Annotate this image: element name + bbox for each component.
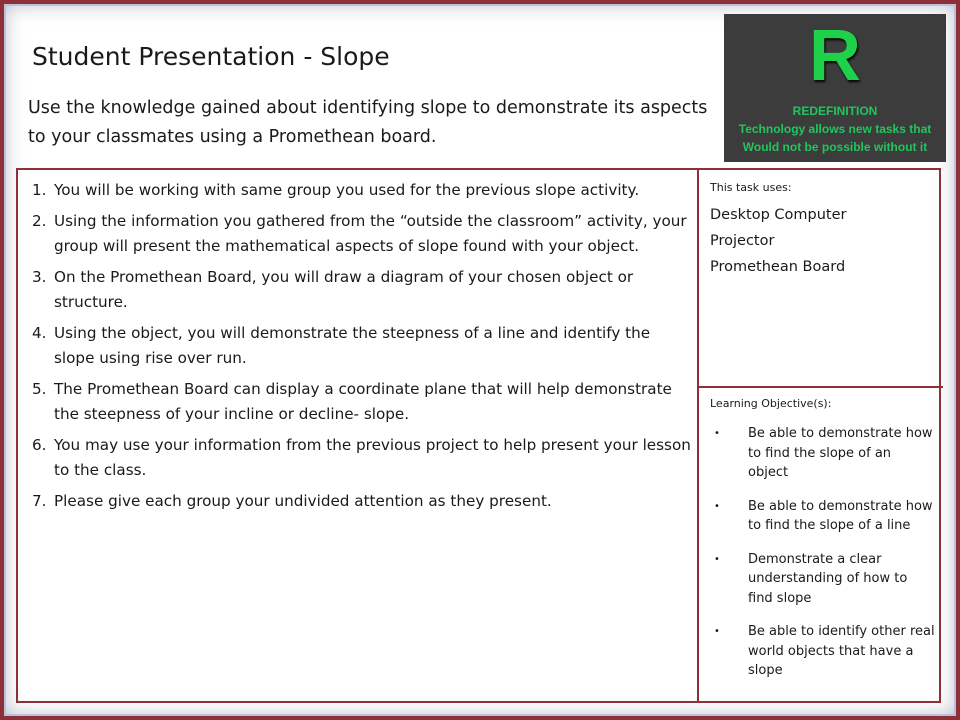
- list-item: 3. On the Promethean Board, you will draw a diagram of your chosen object or structure.: [32, 267, 634, 311]
- list-item: 6. You may use your information from the previous project to help present your lesson to the class.: [32, 435, 691, 479]
- column-divider: [697, 170, 699, 701]
- badge-letter: R: [809, 16, 861, 96]
- bullet: •: [714, 500, 720, 512]
- objectives-heading: Learning Objective(s):: [710, 397, 832, 410]
- learning-objectives-panel: [710, 396, 935, 695]
- list-item: • Be able to identify other real world objects that have a slope: [714, 624, 935, 678]
- list-item: • Be able to demonstrate how to find the slope of a line: [714, 498, 933, 533]
- task-uses-panel: [710, 180, 935, 280]
- redefinition-badge: [724, 14, 946, 162]
- bullet: •: [714, 428, 720, 439]
- list-item: • Be able to demonstrate how to find the slope of an object: [714, 426, 933, 480]
- task-uses-heading: This task uses:: [710, 181, 792, 194]
- bullet: •: [714, 626, 720, 637]
- intro-text: Use the knowledge gained about identifying slope to demonstrate its aspects to your classmates using a Promethean board.: [28, 98, 708, 147]
- objectives-list: [710, 424, 935, 681]
- bullet: •: [714, 553, 720, 565]
- content-table: [16, 168, 941, 703]
- list-item: 4. Using the object, you will demonstrate the steepness of a line and identify the slope using rise over run.: [32, 323, 651, 367]
- badge-desc-line2: Would not be possible without it: [742, 140, 928, 154]
- badge-desc-line1: Technology allows new tasks that: [738, 122, 932, 136]
- row-divider: [699, 386, 943, 388]
- slide-title: Student Presentation - Slope: [32, 42, 390, 71]
- slide: [4, 4, 956, 716]
- list-item: 5. The Promethean Board can display a coordinate plane that will help demonstrate the steepness of your incline or decline- slope.: [32, 379, 672, 423]
- tool-item: Desktop Computer: [710, 207, 847, 223]
- list-item: 7. Please give each group your undivided attention as they present.: [32, 491, 552, 510]
- tool-item: Projector: [710, 233, 775, 249]
- list-item: 1. You will be working with same group you used for the previous slope activity.: [32, 181, 640, 199]
- list-item: 2. Using the information you gathered from the “outside the classroom” activity, your group will present the mathematical aspects of slope found with your object.: [32, 211, 687, 255]
- instruction-list: [32, 178, 692, 519]
- tool-item: Promethean Board: [710, 259, 846, 275]
- badge-label: REDEFINITION: [792, 104, 878, 118]
- list-item: • Demonstrate a clear understanding of how to find slope: [714, 551, 908, 606]
